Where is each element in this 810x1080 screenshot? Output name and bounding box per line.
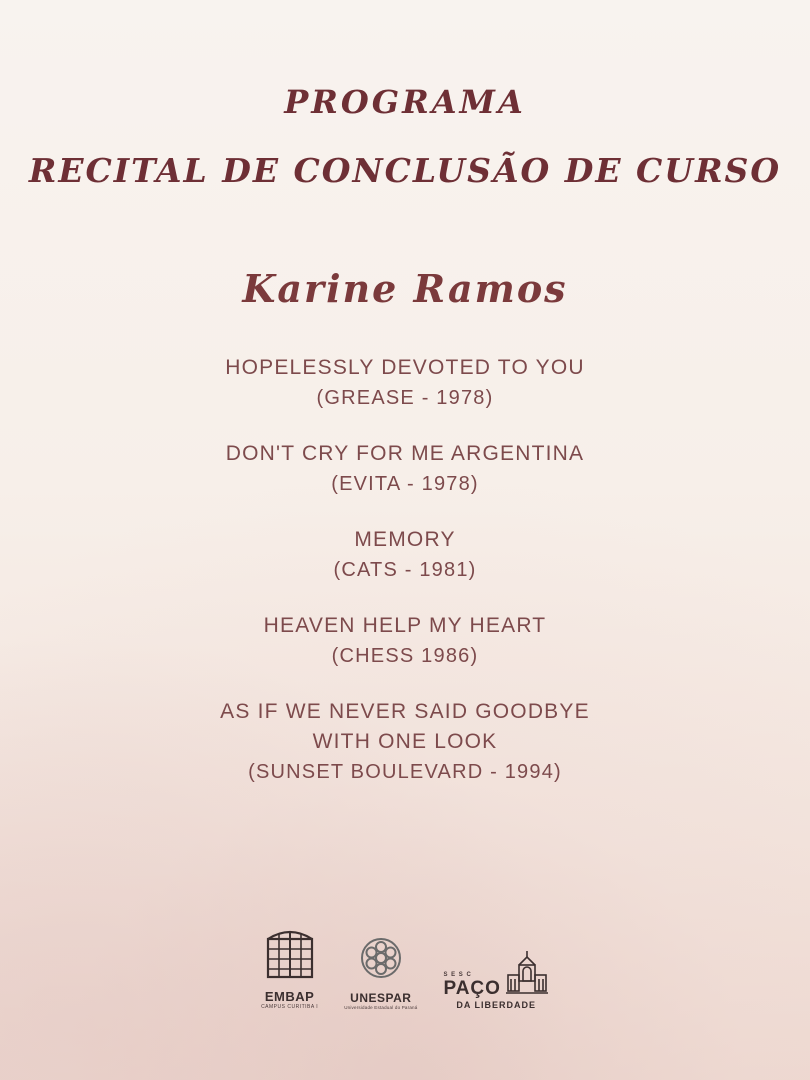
unespar-label: UNESPAR [350, 991, 412, 1005]
piece-title: HOPELESSLY DEVOTED TO YOU [225, 356, 585, 379]
piece-source: (CATS - 1981) [333, 559, 477, 581]
embap-window-icon [264, 929, 316, 986]
sesc-mark-row [443, 949, 548, 1000]
piece-source: (GREASE - 1978) [316, 387, 494, 409]
logo-unespar [344, 933, 417, 1010]
logo-embap [261, 929, 318, 1010]
program-item [0, 353, 810, 413]
piece-title-second: WITH ONE LOOK [312, 730, 498, 753]
paco-building-icon [505, 949, 549, 1000]
unespar-flower-icon [356, 933, 406, 988]
piece-title: AS IF WE NEVER SAID GOODBYE [220, 700, 590, 723]
piece-title: MEMORY [354, 528, 456, 551]
program-list [0, 353, 810, 787]
embap-sublabel: CAMPUS CURITIBA I [261, 1004, 319, 1010]
logo-sesc-paco [443, 949, 548, 1010]
page-subtitle: RECITAL DE CONCLUSÃO DE CURSO [28, 151, 782, 190]
piece-source: (EVITA - 1978) [331, 473, 479, 495]
piece-title: DON'T CRY FOR ME ARGENTINA [225, 442, 585, 465]
piece-source: (CHESS 1986) [331, 645, 479, 667]
program-item [0, 439, 810, 499]
page-header [0, 0, 810, 192]
performer-name: Karine Ramos [242, 266, 568, 311]
piece-title: HEAVEN HELP MY HEART [263, 614, 547, 637]
program-item [0, 525, 810, 585]
program-item [0, 697, 810, 787]
da-liberdade-label: DA LIBERDADE [456, 1000, 537, 1010]
piece-source: (SUNSET BOULEVARD - 1994) [248, 761, 562, 783]
sesc-label: S E S C [443, 972, 472, 978]
logo-row [0, 929, 810, 1010]
embap-label: EMBAP [264, 989, 315, 1004]
page-title: PROGRAMA [284, 83, 526, 121]
unespar-sublabel: Universidade Estadual do Paraná [344, 1005, 418, 1010]
paco-label: PAÇO [443, 978, 501, 999]
program-item [0, 611, 810, 671]
